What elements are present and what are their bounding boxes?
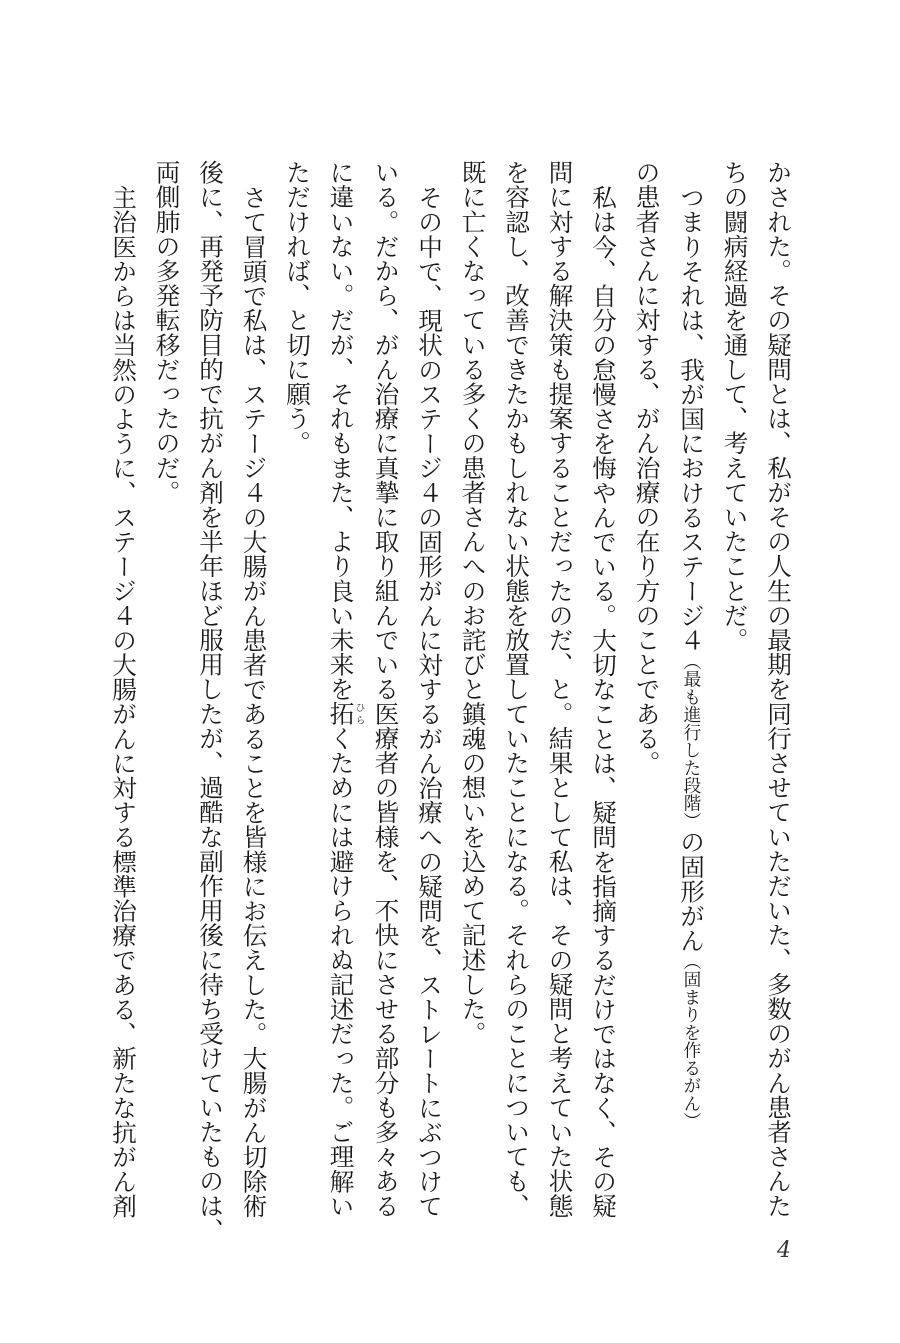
text-line-2: ちの闘病経過を通して、考えていたことだ。 — [720, 160, 750, 652]
annotation-most-advanced-stage: （最も進行した段階） — [681, 652, 701, 830]
text-line-3-rest: の固形がん — [677, 829, 706, 953]
text-line-11-main: に違いない。だが、それもまた、より良い未来を — [326, 160, 356, 702]
text-line-13: さて冒頭で私は、ステージ４の大腸がん患者であることを皆様にお伝えした。大腸がん切除術 — [239, 184, 269, 1218]
ruby-base: 拓 — [326, 701, 356, 726]
text-line-8: 既に亡くなっている多くの患者さんへのお詫びと鎮魂の想いを込めて記述した。 — [458, 160, 488, 1046]
ruby-reading: ひら — [353, 701, 365, 726]
body-text — [102, 160, 801, 1243]
text-line-5: 私は今、自分の怠慢さを悔やんでいる。大切なことは、疑問を指摘するだけではなく、その疑 — [589, 184, 618, 1218]
page-number: 4 — [777, 1238, 791, 1263]
ruby-hira — [326, 701, 365, 726]
text-line-11 — [319, 160, 365, 1218]
text-line-3-main: つまりそれは、我が国におけるステージ４ — [677, 184, 706, 652]
text-line-4: の患者さんに対する、がん治療の在り方のことである。 — [632, 160, 662, 775]
text-line-15: 両側肺の多発転移だったのだ。 — [152, 160, 182, 505]
text-line-11-rest: くためには避けられぬ記述だった。ご理解い — [326, 725, 356, 1218]
text-line-7: を容認し、改善できたかもしれない状態を放置していたことになる。それらのことについても、 — [502, 160, 531, 1218]
text-line-6: 問に対する解決策も提案することだったのだ、と。結果として私は、その疑問と考えていた状態 — [545, 160, 575, 1218]
text-line-3 — [669, 160, 714, 1188]
text-line-1: かされた。その疑問とは、私がその人生の最期を同行させていただいた、多数のがん患者さんた — [764, 160, 793, 1218]
text-line-12: ただければ、と切に願う。 — [283, 160, 312, 456]
text-line-16: 主治医からは当然のように、ステージ４の大腸がんに対する標準治療である、新たな抗がん剤 — [109, 184, 138, 1218]
text-line-14: 後に、再発予防目的で抗がん剤を半年ほど服用したが、過酷な副作用後に待ち受けていたものは、 — [196, 160, 225, 1243]
annotation-solid-tumor: （固まりを作るがん） — [681, 952, 701, 1130]
text-line-10: いる。だから、がん治療に真摯に取り組んでいる医療者の皆様を、不快にさせる部分も多々ある — [371, 160, 401, 1218]
text-line-9: その中で、現状のステージ４の固形がんに対するがん治療への疑問を、ストレートにぶつけて — [415, 184, 444, 1218]
